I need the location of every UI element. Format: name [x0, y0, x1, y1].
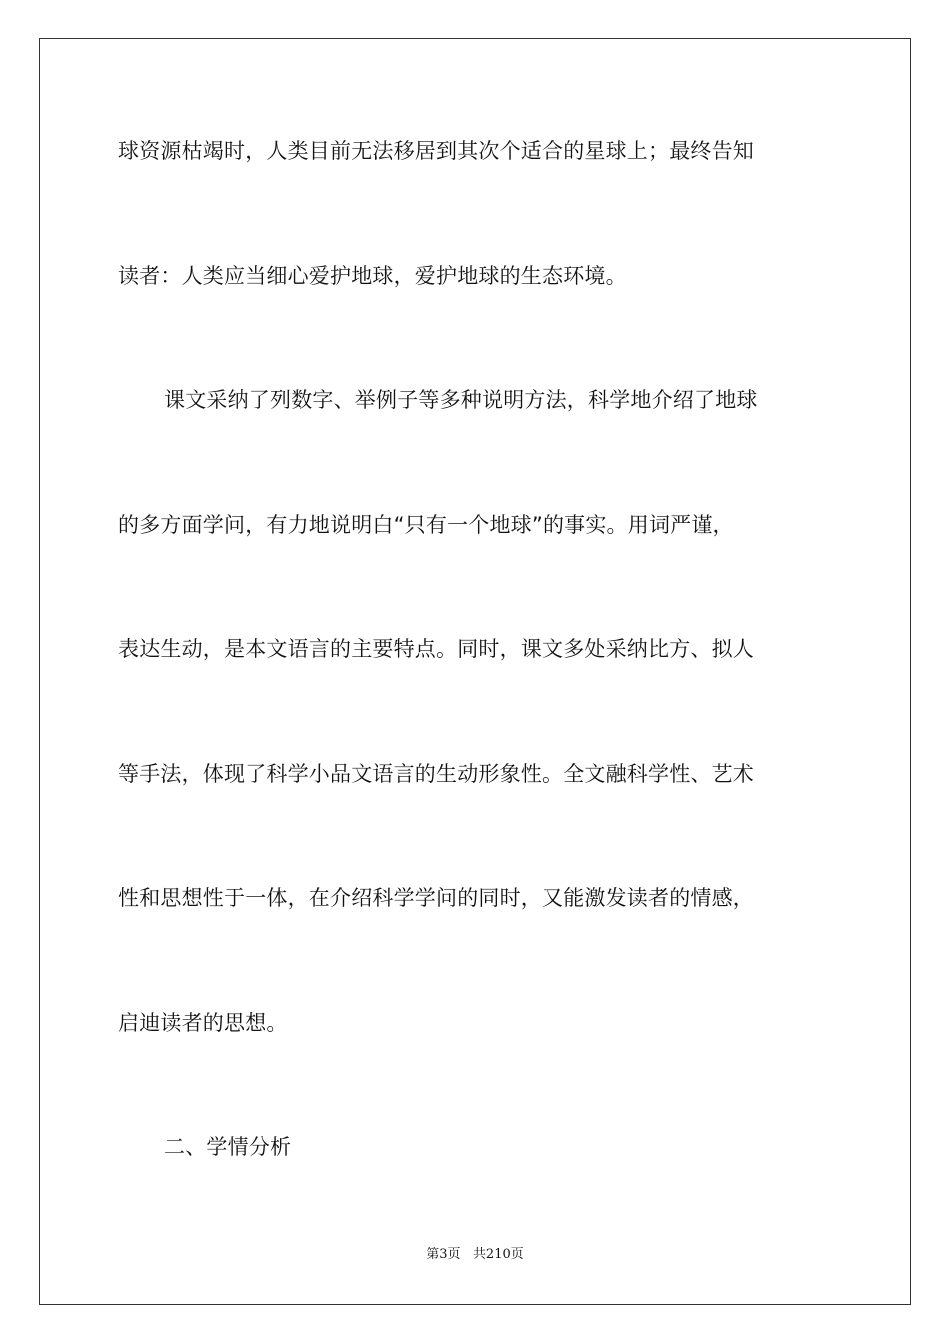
text-line-7: 性和思想性于一体，在介绍科学学问的同时，又能激发读者的情感，	[118, 886, 754, 910]
page-footer	[0, 1246, 950, 1264]
page-number: 第3页	[426, 1247, 461, 1262]
text-line-1: 球资源枯竭时，人类目前无法移居到其次个适合的星球上；最终告知	[118, 139, 754, 163]
page-total: 共210页	[472, 1247, 524, 1262]
text-line-5: 表达生动，是本文语言的主要特点。同时，课文多处采纳比方、拟人	[118, 637, 754, 661]
text-line-6: 等手法，体现了科学小品文语言的生动形象性。全文融科学性、艺术	[118, 762, 754, 786]
text-line-2: 读者：人类应当细心爱护地球，爱护地球的生态环境。	[118, 264, 627, 288]
text-line-4: 的多方面学问，有力地说明白“只有一个地球”的事实。用词严谨，	[118, 513, 734, 537]
text-line-3: 课文采纳了列数字、举例子等多种说明方法，科学地介绍了地球	[164, 388, 758, 412]
text-line-8: 启迪读者的思想。	[118, 1011, 288, 1035]
page-frame	[39, 38, 911, 1305]
section-heading: 二、学情分析	[164, 1135, 292, 1159]
